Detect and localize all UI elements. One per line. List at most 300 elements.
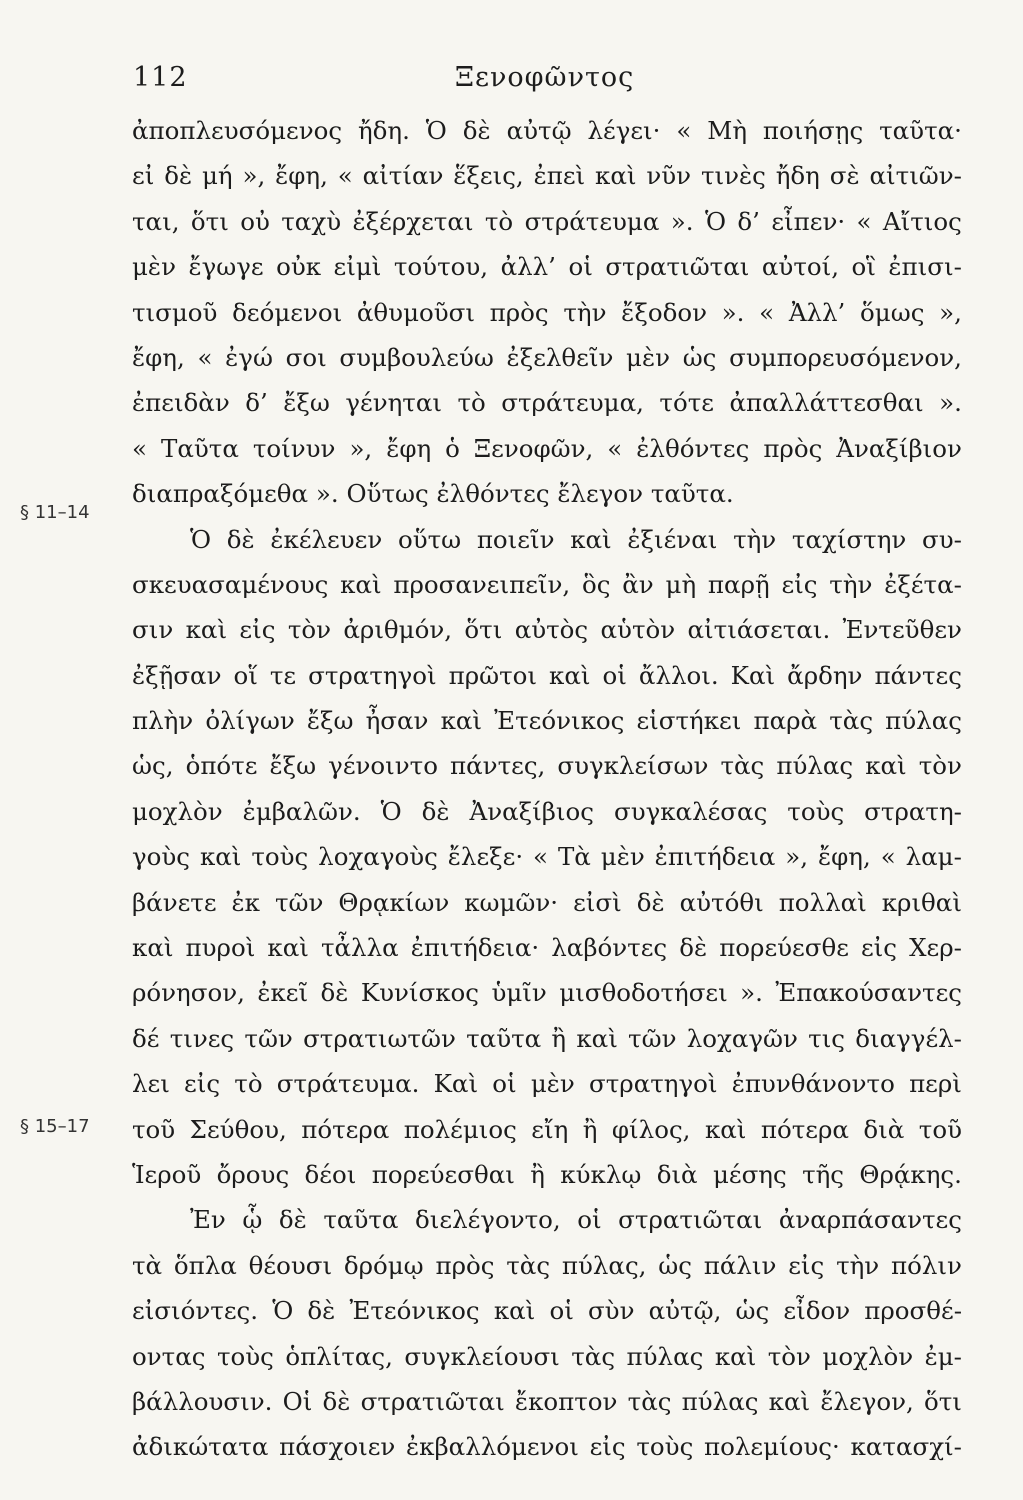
text-word: εἰς (860, 933, 898, 963)
text-word: πότερα (301, 1114, 390, 1144)
text-line (132, 426, 962, 471)
text-word: καὶ (440, 706, 483, 736)
text-word: ποιεῖν (476, 524, 555, 554)
text-word: αἰτιῶν- (869, 161, 962, 191)
text-word: Ὁ (272, 1296, 294, 1326)
text-word: ἐπιτήδεια (654, 842, 776, 872)
text-word: Ἀλλ’ (788, 297, 846, 327)
text-line (132, 880, 962, 925)
text-word: πάλιν (703, 1250, 777, 1280)
text-word: στρατιωτῶν (303, 1023, 456, 1053)
text-word: ἔλεξε· (447, 842, 524, 872)
text-word: τοὺς (636, 1432, 694, 1462)
text-word: πρὸς (435, 1250, 495, 1280)
text-word: ἀδικώτατα (132, 1432, 269, 1462)
text-word: τὰς (627, 1386, 672, 1416)
text-word: Σεύθου, (189, 1114, 287, 1144)
text-word: ἂν (622, 569, 654, 599)
text-word: μὲν (600, 842, 645, 872)
text-line (132, 1107, 962, 1152)
text-word: προσανειπεῖν, (393, 569, 571, 599)
text-word: ταῦτα (323, 1205, 399, 1235)
text-word: ὡς (658, 1250, 692, 1280)
text-word: ται, (132, 206, 180, 236)
text-word: δὲ (320, 978, 349, 1008)
text-word: ὡς (735, 1296, 770, 1326)
text-word: ἔλεγον (557, 479, 644, 509)
text-word: « (856, 206, 872, 236)
text-word: τὴν (563, 297, 607, 327)
text-word: ». (670, 206, 694, 236)
text-line (132, 517, 962, 562)
text-word: εἰς (589, 1432, 626, 1462)
text-word: ταῦτα· (879, 116, 962, 145)
text-word: πόλιν (891, 1250, 962, 1280)
text-word: « (197, 342, 213, 372)
text-word: ἔφη, (817, 842, 871, 872)
text-word: ἐγώ (225, 342, 273, 372)
text-word: στρατηγοὶ (308, 660, 437, 690)
text-word: διὰ (863, 1114, 905, 1144)
text-word: ἀλλ’ (500, 252, 556, 282)
text-word: « (337, 161, 353, 191)
text-word: Ἐπακούσαντες (775, 978, 962, 1008)
text-word: μέσης (712, 1159, 787, 1189)
text-word: οἱ (602, 660, 627, 690)
text-word: ἔξω (283, 388, 330, 418)
text-word: ἢ (551, 1023, 567, 1053)
text-line (132, 199, 962, 244)
text-word: λει (132, 1069, 170, 1099)
text-line (132, 1152, 962, 1197)
text-word: ἐκεῖ (257, 978, 309, 1008)
text-word: ὀλίγων (205, 706, 295, 736)
text-word: διαπραξόμεθα (132, 479, 309, 509)
text-word: Μὴ (707, 116, 747, 145)
text-word: πάντες, (450, 751, 546, 781)
text-line (132, 153, 962, 198)
text-word: καὶ (549, 660, 591, 690)
text-word: μισθοδοτήσει (559, 978, 728, 1008)
text-word: αἰτίαν (362, 161, 444, 191)
text-word: οἱ (577, 1205, 602, 1235)
text-word: ἐξέρχεται (352, 206, 474, 236)
text-word: αἰτιάσεται. (687, 615, 831, 645)
text-word: καὶ (714, 1341, 757, 1371)
text-word: τῶν (628, 1023, 677, 1053)
text-line (132, 1288, 962, 1333)
text-word: Καὶ (433, 1069, 479, 1099)
text-word: ὅμως (860, 297, 925, 327)
text-word: τὸ (484, 206, 514, 236)
text-word: μὴ (665, 569, 697, 599)
text-word: καὶ (199, 842, 242, 872)
text-word: « (759, 297, 775, 327)
text-word: στρατιῶται (605, 252, 750, 282)
text-word: ἔξοδον (621, 297, 707, 327)
text-word: πυροὶ (185, 933, 256, 963)
text-word: ὡς, (132, 751, 174, 781)
text-line (132, 1243, 962, 1288)
text-word: οἱ (568, 252, 593, 282)
text-line (132, 290, 962, 335)
text-word: αὐτῷ, (648, 1296, 722, 1326)
text-word: τοὺς (787, 796, 845, 826)
text-word: συγκλείσων (557, 751, 709, 781)
text-word: συμπορευσόμενον, (729, 342, 962, 372)
text-word: οὐ (240, 206, 270, 236)
text-word: ταῦτα. (650, 479, 734, 509)
text-word: τὴν (829, 569, 873, 599)
text-word: ». (315, 479, 339, 509)
text-word: ἐκέλευεν (270, 524, 383, 554)
text-word: Θρᾳκίων (338, 887, 450, 917)
text-line (132, 1334, 962, 1379)
text-word: τῶν (244, 1023, 293, 1053)
text-word: πότερα (760, 1114, 849, 1144)
text-word: σιν (132, 615, 174, 645)
text-word: σὺν (587, 1296, 635, 1326)
text-word: ἢ (582, 1114, 598, 1144)
text-word: πάσχοιεν (279, 1432, 396, 1462)
text-word: πορεύεσθε (719, 933, 849, 963)
text-line (132, 653, 962, 698)
text-word: ἐμβαλῶν. (242, 796, 361, 826)
text-word: εἰς (184, 1069, 221, 1099)
text-word: πύλας, (561, 1250, 647, 1280)
text-word: δρόμῳ (343, 1250, 424, 1280)
text-word: λοχαγῶν (686, 1023, 798, 1053)
text-word: δὲ (421, 796, 450, 826)
text-word: ὅπλα (173, 1250, 237, 1280)
text-word: εἰσιόντες. (132, 1296, 259, 1326)
text-line (132, 743, 962, 788)
text-word: αὐτὸς (514, 615, 589, 645)
text-line (132, 1424, 962, 1469)
text-word: δὲ (636, 887, 665, 917)
text-word: ἐπιτήδεια· (410, 933, 540, 963)
text-line (132, 789, 962, 834)
text-word: δὲ (164, 161, 193, 191)
text-word: τοὺς (216, 1341, 274, 1371)
text-word: γένηται (345, 388, 442, 418)
text-line (132, 1016, 962, 1061)
text-word: δὲ (226, 524, 255, 554)
text-word: δ’ (245, 388, 268, 418)
text-word: ποιήσῃς (762, 116, 864, 145)
text-word: ἄλλοι. (638, 660, 719, 690)
text-word: Ἐτεόνικος (494, 706, 625, 736)
text-word: Ὁ (425, 116, 447, 145)
text-word: κύκλῳ (560, 1159, 642, 1189)
text-word: ». (740, 978, 763, 1008)
text-word: « (607, 433, 623, 463)
text-word: ἐξέτα- (884, 569, 962, 599)
page-number: 112 (133, 62, 188, 93)
text-line (132, 244, 962, 289)
text-word: εἰς (781, 569, 818, 599)
text-word: ἐπειδὰν (132, 388, 230, 418)
text-word: εἱστήκει (636, 706, 742, 736)
text-word: λοχαγοὺς (318, 842, 438, 872)
text-word: ἔγωγε (188, 252, 264, 282)
text-word: περὶ (909, 1069, 962, 1099)
text-line (132, 335, 962, 380)
text-word: παρὰ (753, 706, 818, 736)
text-word: αὑτὸν (600, 615, 676, 645)
text-word: τότε (659, 388, 714, 418)
text-line (132, 108, 962, 153)
text-line (132, 380, 962, 425)
text-word: ἐλθόντες (636, 433, 750, 463)
text-word: αὐτῷ (506, 116, 572, 145)
text-word: μὲν (626, 342, 671, 372)
text-word: σὲ (829, 161, 860, 191)
text-word: συγκαλέσας (613, 796, 768, 826)
text-word: καὶ (570, 524, 612, 554)
text-word: δέοι (304, 1159, 357, 1189)
text-word: συγκλείουσι (404, 1341, 560, 1371)
text-word: δὲ (322, 1386, 351, 1416)
text-word: εἰμὶ (333, 252, 382, 282)
body-text (132, 108, 962, 1470)
text-word: τἆλλα (320, 933, 399, 963)
text-word: δεόμενοι (232, 297, 343, 327)
text-word: ὑμῖν (491, 978, 547, 1008)
text-word: », (349, 433, 373, 463)
text-word: τὰς (720, 751, 765, 781)
text-word: ταῦτα (466, 1023, 542, 1053)
text-word: τοῦ (918, 1114, 962, 1144)
text-word: τούτου, (393, 252, 489, 282)
text-word: λαμ- (905, 842, 962, 872)
text-word: παρῇ (707, 569, 770, 599)
text-word: τισμοῦ (132, 297, 218, 327)
text-word: εἴη (531, 1114, 569, 1144)
text-word: Ταῦτα (160, 433, 239, 463)
text-word: καὶ (865, 751, 907, 781)
text-word: πάντες (874, 660, 962, 690)
text-word: ὁπότε (185, 751, 258, 781)
text-word: ἀθυμοῦσι (356, 297, 475, 327)
text-word: πύλας (776, 751, 854, 781)
text-word: πλὴν (132, 706, 194, 736)
text-word: εἰς (788, 1250, 825, 1280)
text-word: διελέγοντο, (415, 1205, 561, 1235)
text-line (132, 925, 962, 970)
text-word: τὰς (506, 1250, 551, 1280)
text-word: ἀποπλευσόμενος (132, 116, 343, 145)
text-word: καὶ (132, 933, 174, 963)
text-word: τινὲς (700, 161, 766, 191)
text-word: πολλαὶ (778, 887, 867, 917)
text-word: οἱ (549, 1296, 574, 1326)
text-word: δὲ (307, 1296, 336, 1326)
text-word: πύλας (626, 1341, 704, 1371)
text-word: ἀναρπάσαντες (778, 1205, 962, 1235)
text-word: « (533, 842, 549, 872)
text-word: εἶδον (783, 1296, 851, 1326)
text-word: στράτευμα (524, 206, 660, 236)
text-word: ἕξεις, (453, 161, 524, 191)
text-word: Ὁ (190, 524, 212, 554)
text-word: ὅτι (190, 206, 229, 236)
text-line (132, 1379, 962, 1424)
text-word: ἐξιέναι (627, 524, 718, 554)
text-word: « (676, 116, 692, 145)
text-word: δὲ (278, 1205, 307, 1235)
text-word: βάλλουσιν. (132, 1386, 273, 1416)
text-word: τὰ (132, 1250, 163, 1280)
text-word: οἱ (492, 1069, 517, 1099)
text-word: ἢ (530, 1159, 545, 1189)
text-word: καὶ (768, 1386, 811, 1416)
text-word: τοὺς (251, 842, 309, 872)
text-line (132, 607, 962, 652)
text-word: οντας (132, 1341, 206, 1371)
text-word: ἔκοπτον (514, 1386, 618, 1416)
text-word: Ἱεροῦ (132, 1159, 202, 1189)
text-word: », (242, 161, 266, 191)
text-word: αὐτόθι (679, 887, 764, 917)
text-word: γένοιντο (328, 751, 438, 781)
text-word: ἔξω (269, 751, 317, 781)
text-word: ἐκβαλλόμενοι (406, 1432, 579, 1462)
text-word: κριθαὶ (881, 887, 962, 917)
text-word: Ἀναξίβιος (469, 796, 594, 826)
text-word: καὶ (595, 161, 637, 191)
text-word: τὰς (571, 1341, 616, 1371)
text-word: κωμῶν· (464, 887, 559, 917)
text-word: τὴν (836, 1250, 880, 1280)
text-word: Ὁ (380, 796, 402, 826)
text-word: ὃς (581, 569, 611, 599)
text-word: ἄρδην (787, 660, 863, 690)
text-word: στρατη- (864, 796, 962, 826)
text-word: πρὸς (763, 433, 823, 463)
text-word: Τὰ (557, 842, 591, 872)
text-word: μοχλὸν (132, 796, 223, 826)
text-word: ἦσαν (365, 706, 429, 736)
text-word: νῦν (646, 161, 692, 191)
text-word: ἔφη, (132, 342, 185, 372)
text-word: λαβόντες (551, 933, 668, 963)
text-line (132, 1197, 962, 1242)
text-word: τῆς (802, 1159, 845, 1189)
text-word: ἐμ- (924, 1341, 962, 1371)
text-word: Οὕτως (346, 479, 429, 509)
text-word: στρατιῶται (360, 1386, 505, 1416)
text-word: δὲ (462, 116, 491, 145)
text-word: ἔφη, (275, 161, 328, 191)
text-word: Ξενοφῶν, (473, 433, 594, 463)
text-word: Αἴτιος (882, 206, 962, 236)
text-word: καὶ (493, 1296, 536, 1326)
text-word: εἰσὶ (573, 887, 622, 917)
text-word: ». (939, 388, 962, 418)
text-word: σοι (285, 342, 327, 372)
text-word: καὶ (704, 1114, 747, 1144)
text-word: αὐτοί, (761, 252, 840, 282)
text-word: Ἐντεῦθεν (842, 615, 962, 645)
text-word: τὸ (234, 1069, 263, 1099)
text-word: Ἐτεόνικος (349, 1296, 480, 1326)
text-word: τὸν (918, 751, 962, 781)
text-word: « (880, 842, 896, 872)
text-word: ταχὺ (281, 206, 342, 236)
text-word: τοῦ (132, 1114, 176, 1144)
running-title: Ξενοφῶντος (455, 62, 635, 93)
text-word: στράτευμα, (501, 388, 644, 418)
text-word: Θρᾴκης. (859, 1159, 962, 1189)
text-word: », (785, 842, 809, 872)
text-word: πρῶτοι (448, 660, 538, 690)
text-word: διὰ (656, 1159, 698, 1189)
text-word: Χερ- (909, 933, 962, 963)
text-line (132, 471, 962, 516)
text-line (132, 834, 962, 879)
text-word: τὸν (767, 1341, 811, 1371)
text-word: εἰς (239, 615, 276, 645)
text-word: τὸ (457, 388, 486, 418)
text-word: πολεμίους· (704, 1432, 840, 1462)
text-word: μοχλὸν (822, 1341, 914, 1371)
text-word: τῶν (274, 887, 324, 917)
text-line (132, 1061, 962, 1106)
text-word: οἵ (233, 660, 258, 690)
text-word: ἀριθμόν, (343, 615, 453, 645)
text-word: μή (201, 161, 233, 191)
text-word: καὶ (267, 933, 309, 963)
text-word: λέγει· (587, 116, 661, 145)
text-word: ὅτι (924, 1386, 962, 1416)
text-word: ἀπαλλάττεσθαι (729, 388, 924, 418)
text-word: ἐξελθεῖν (506, 342, 614, 372)
text-word: ἐλθόντες (436, 479, 550, 509)
text-word: ἐπισι- (888, 252, 962, 282)
text-word: Ἀναξίβιον (836, 433, 962, 463)
text-word: τοίνυν (252, 433, 336, 463)
text-word: διαγγέλ- (855, 1023, 962, 1053)
text-word: στρατηγοὶ (589, 1069, 718, 1099)
text-word: Ἐν (190, 1205, 226, 1235)
text-word: στρατιῶται (618, 1205, 763, 1235)
text-word: πύλας (885, 706, 962, 736)
text-word: ἐπυνθάνοντο (731, 1069, 895, 1099)
text-word: συμβουλεύω (339, 342, 494, 372)
text-word: τὸν (287, 615, 332, 645)
text-word: », (939, 297, 962, 327)
text-word: ὄρους (216, 1159, 290, 1189)
text-word: προσθέ- (864, 1296, 962, 1326)
text-word: οὕτω (397, 524, 462, 554)
text-word: πορεύεσθαι (371, 1159, 515, 1189)
text-word: καὶ (185, 615, 228, 645)
text-word: τὰς (829, 706, 874, 736)
text-word: ἐξῇσαν (132, 660, 222, 690)
text-word: δ’ (737, 206, 760, 236)
margin-note-section-11-14: § 11–14 (20, 502, 90, 523)
text-line (132, 698, 962, 743)
text-word: Κυνίσκος (360, 978, 480, 1008)
text-word: Καὶ (730, 660, 776, 690)
text-word: ἐπεὶ (533, 161, 586, 191)
text-word: μὲν (132, 252, 176, 282)
text-word: ᾧ (242, 1205, 263, 1235)
text-word: ἔξω (306, 706, 354, 736)
text-word: συ- (922, 524, 962, 554)
text-word: δέ (132, 1023, 160, 1053)
